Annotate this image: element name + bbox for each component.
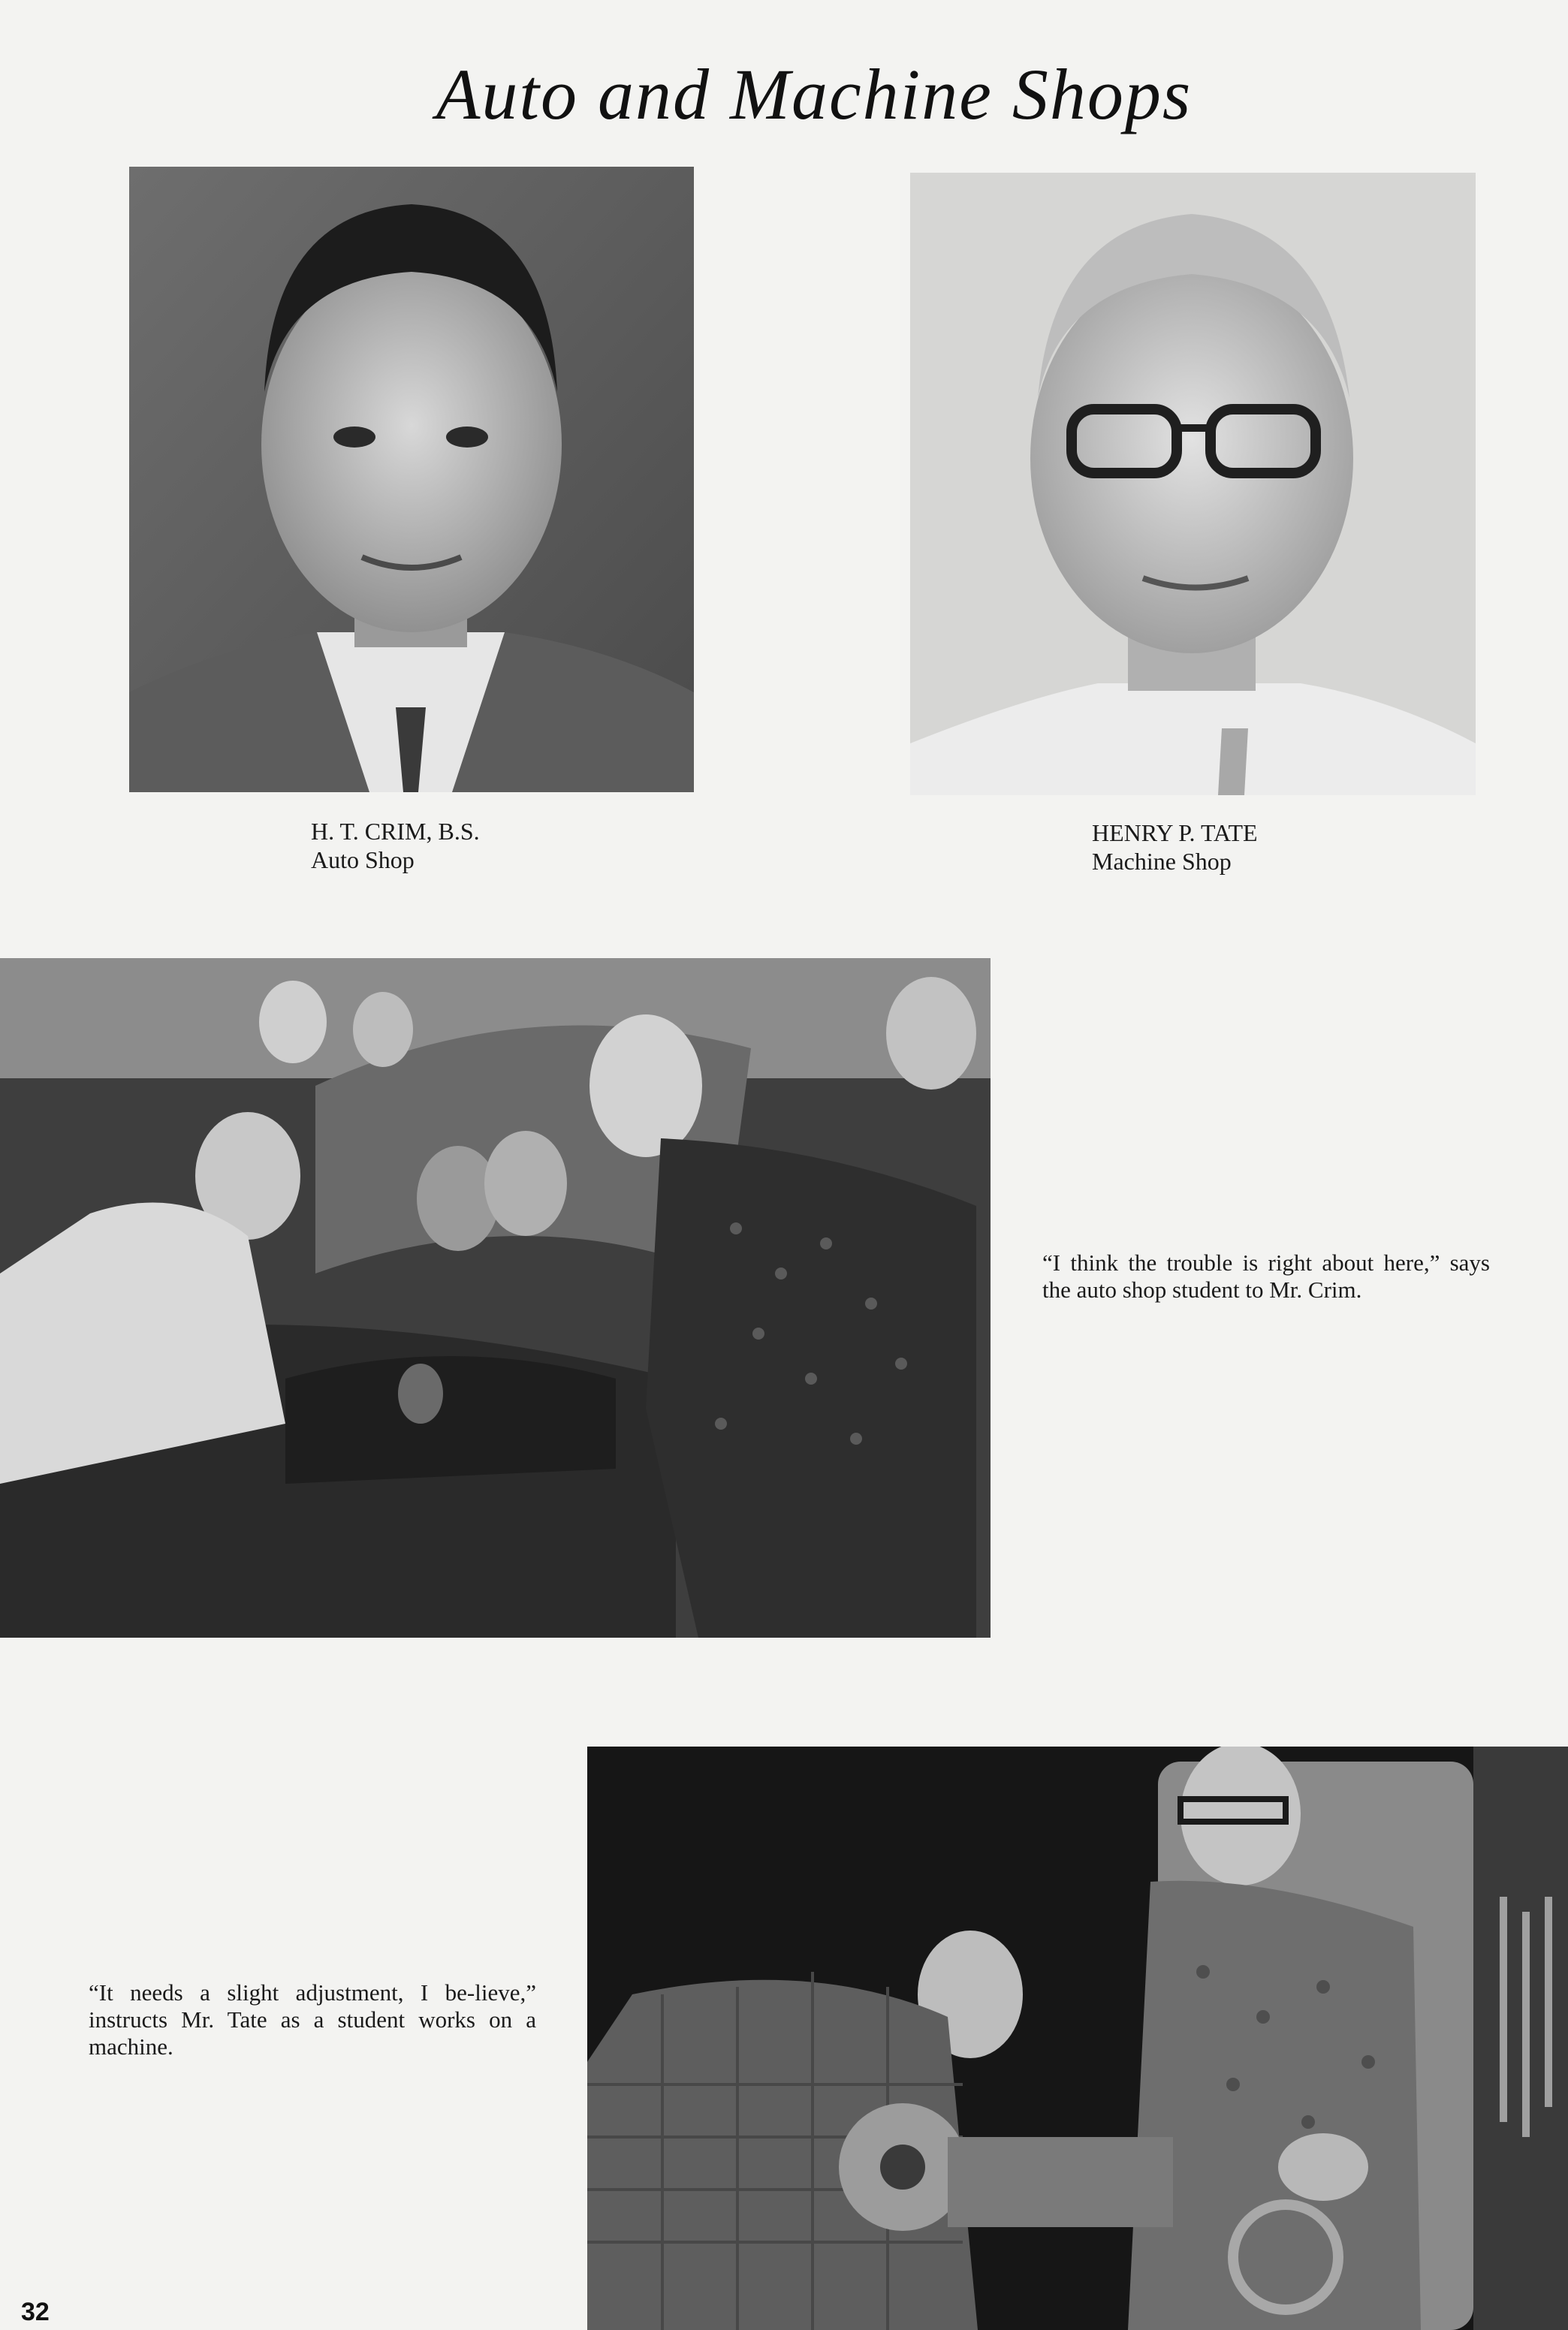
faculty-crim-name: H. T. CRIM, B.S. (311, 818, 480, 845)
faculty-tate-department: Machine Shop (1092, 848, 1232, 875)
machine-shop-caption: “It needs a slight adjustment, I be-lieve,” instructs Mr. Tate as a student works on a machine. (89, 1979, 536, 2060)
page-number: 32 (21, 2298, 50, 2326)
faculty-crim-department: Auto Shop (311, 846, 415, 873)
faculty-tate-name: HENRY P. TATE (1092, 819, 1258, 846)
faculty-crim-caption (311, 817, 480, 874)
machine-shop-photo (587, 1747, 1568, 2330)
auto-shop-caption: “I think the trouble is right about here,” says the auto shop student to Mr. Crim. (1042, 1249, 1490, 1303)
portrait-crim-photo (129, 167, 694, 792)
faculty-tate-caption (1092, 818, 1258, 876)
portrait-tate-photo (910, 173, 1476, 795)
page-title: Auto and Machine Shops (436, 54, 1193, 134)
auto-shop-photo (0, 958, 991, 1638)
